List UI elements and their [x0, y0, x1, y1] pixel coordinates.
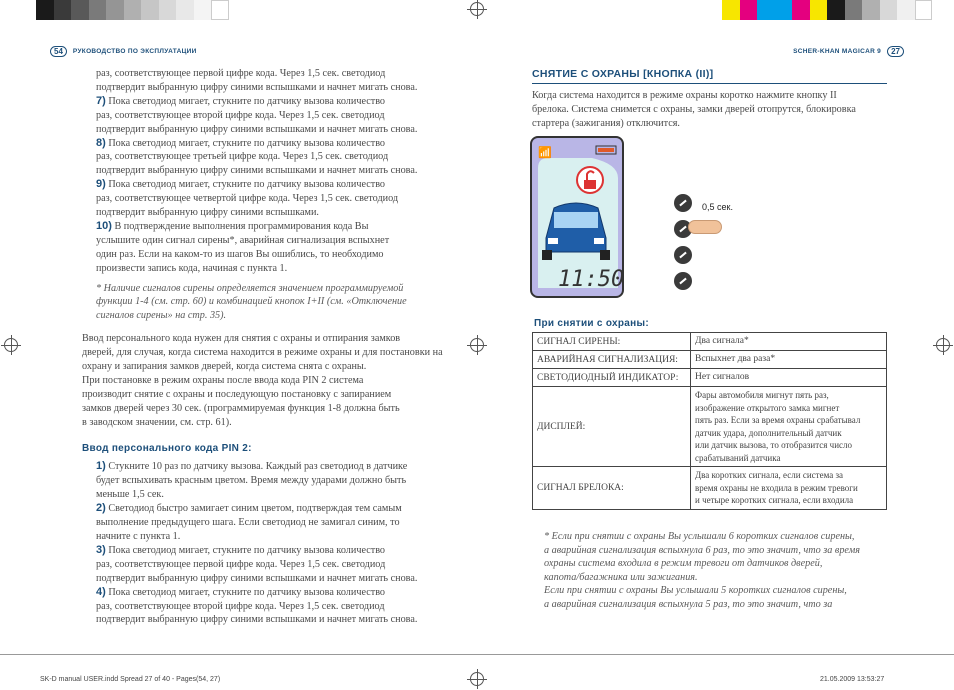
step-number: 1): [96, 460, 106, 473]
step-text: меньше 1,5 сек.: [96, 489, 164, 501]
step-item: [82, 586, 452, 628]
table-value-line: Два сигнала*: [695, 336, 749, 346]
step-text: Пока светодиод мигает, стукните по датчику вызова количество: [108, 179, 386, 191]
step-number: 3): [96, 543, 106, 556]
disarm-footnotes: [534, 530, 889, 611]
step-text: услышите один сигнал сирены*, аварийная сигнализация вспыхнет: [96, 234, 390, 246]
step-item: [82, 178, 452, 220]
clock-digits: [558, 267, 622, 292]
step-number: 2): [96, 502, 106, 515]
step-text: Пока светодиод мигает, стукните по датчику вызова количество: [108, 137, 386, 149]
step-text: начните с пункта 1.: [96, 530, 181, 542]
color-swatch: [880, 0, 898, 20]
note-line: а аварийная сигнализация вспыхнула 5 раз, то это значит, что за: [544, 598, 833, 610]
table-value-cell: [691, 369, 887, 387]
step-text: В подтверждение выполнения программирования кода Вы: [114, 220, 369, 232]
table-label-cell: СИГНАЛ СИРЕНЫ:: [533, 333, 691, 351]
color-swatch: [792, 0, 810, 20]
step-item: [82, 137, 452, 179]
color-swatch: [211, 0, 229, 20]
right-page-body: [532, 68, 892, 131]
finger-press-icon: [688, 220, 722, 234]
color-swatch: [845, 0, 863, 20]
step-text: Пока светодиод мигает, стукните по датчику вызова количество: [108, 586, 386, 598]
table-value-line: пять раз. Если за время охраны срабатывал: [695, 415, 861, 425]
step-text: раз, соответствующее второй цифре кода. Через 1,5 сек. светодиод: [96, 109, 385, 121]
step-item: [82, 95, 452, 137]
pin2-intro: [82, 332, 452, 429]
table-label-cell: СИГНАЛ БРЕЛОКА:: [533, 467, 691, 510]
intro-line: брелока. Система снимется с охраны, замки дверей отопрутся, блокировка: [532, 103, 856, 115]
registration-mark-icon: [470, 672, 484, 686]
color-swatch: [897, 0, 915, 20]
step-text: Светодиод быстро замигает синим цветом, подтверждая тем самым: [108, 503, 402, 515]
table-value-cell: [691, 387, 887, 467]
step-text: произвести запись кода, начиная с пункта 1.: [96, 262, 288, 274]
color-swatch: [124, 0, 142, 20]
disarm-section-title: СНЯТИЕ С ОХРАНЫ [КНОПКА (II)]: [532, 68, 714, 80]
intro-line: производит снятие с охраны и последующую постановку с запиранием: [82, 388, 392, 400]
steps-bottom-list: [82, 460, 452, 627]
table-value-line: время охраны не входила в режим тревоги: [695, 482, 858, 493]
step-text: Пока светодиод мигает, стукните по датчику вызова количество: [108, 95, 386, 107]
step-text: Стукните 10 раз по датчику вызова. Каждый раз светодиод в датчике: [108, 461, 408, 473]
color-swatch: [71, 0, 89, 20]
left-page-header: [50, 46, 197, 57]
remote-display: [530, 136, 624, 298]
note-line: охраны система входила в режим тревоги от датчиков дверей,: [544, 558, 823, 569]
intro-line: дверей, для случая, когда система находится в режиме охраны и для постановки на: [82, 347, 443, 358]
registration-mark-icon: [470, 2, 484, 16]
step-text: раз, соответствующее первой цифре кода. Через 1,5 сек. светодиод: [96, 68, 386, 79]
step-number: 10): [96, 219, 112, 232]
footer-timestamp: 21.05.2009 13:53:27: [820, 676, 885, 683]
remote-buttons: [666, 190, 756, 300]
note-line: * Наличие сигналов сирены определяется значением программируемой: [96, 282, 404, 294]
table-row: [533, 351, 887, 369]
table-value-line: и четыре коротких сигнала, если входила: [695, 495, 854, 505]
step-item: [82, 544, 452, 586]
intro-line: Ввод персонального кода нужен для снятия с охраны и отпирания замков: [82, 333, 401, 345]
intro-line: замков дверей через 30 сек. (программируемая функция 1-8 должна быть: [82, 402, 400, 414]
registration-mark-icon: [936, 338, 950, 352]
table-value-line: Нет сигналов: [695, 372, 750, 382]
disarm-signals-table: [532, 332, 887, 510]
color-swatch: [106, 0, 124, 20]
table-label-cell: ДИСПЛЕЙ:: [533, 387, 691, 467]
left-page-number: 54: [50, 46, 67, 57]
svg-text:📶: 📶: [538, 146, 552, 159]
note-line: функции 1-4 (см. стр. 60) и комбинацией кнопок I+II (см. «Отключение: [96, 296, 407, 308]
step-item: [82, 220, 452, 276]
slug-divider: [0, 654, 954, 655]
table-value-cell: [691, 467, 887, 510]
table-value-line: Вспыхнет два раза*: [695, 354, 776, 364]
footer-file-info: SK-D manual USER.indd Spread 27 of 40 - Pages(54, 27): [40, 676, 221, 683]
step-text: раз, соответствующее четвертой цифре кода. Через 1,5 сек. светодиод: [96, 193, 399, 205]
note-line: Если при снятии с охраны Вы услышали 5 коротких сигналов сирены,: [544, 585, 847, 596]
table-value-cell: [691, 351, 887, 369]
table-row: [533, 369, 887, 387]
open-lock-icon: [577, 167, 603, 193]
step-text: подтвердит выбранную цифру синими вспышками и начнет мигать снова.: [96, 81, 418, 93]
intro-line: охрану и запирания замков дверей, когда система снята с охраны.: [82, 360, 367, 372]
color-swatch: [722, 0, 740, 20]
color-swatch: [54, 0, 72, 20]
antenna-icon: [538, 146, 552, 159]
step-number: 7): [96, 94, 106, 107]
step-text: раз, соответствующее третьей цифре кода. Через 1,5 сек. светодиод: [96, 151, 389, 163]
color-swatch: [141, 0, 159, 20]
step-text: будет вспыхивать красным цветом. Время между ударами должно быть: [96, 475, 407, 487]
remote-button-iv[interactable]: [674, 272, 692, 290]
press-duration-label: 0,5 сек.: [702, 202, 733, 212]
table-value-line: Фары автомобиля мигнут пять раз,: [695, 390, 829, 400]
note-line: * Если при снятии с охраны Вы услышали 6 коротких сигналов сирены,: [544, 531, 855, 542]
registration-mark-icon: [4, 338, 18, 352]
color-swatch: [36, 0, 54, 20]
step-number: 4): [96, 585, 106, 598]
display-time: 11:50: [558, 267, 622, 292]
step-text: раз, соответствующее первой цифре кода. Через 1,5 сек. светодиод: [96, 558, 386, 570]
step-item: [82, 502, 452, 544]
pin2-section-title: Ввод персонального кода PIN 2:: [82, 443, 252, 455]
intro-line: При постановке в режим охраны после ввода кода PIN 2 система: [82, 374, 364, 386]
color-swatch: [862, 0, 880, 20]
step-number: 8): [96, 136, 106, 149]
table-label-cell: АВАРИЙНАЯ СИГНАЛИЗАЦИЯ:: [533, 351, 691, 369]
color-swatch: [810, 0, 828, 20]
registration-mark-icon: [470, 338, 484, 352]
section-divider: [532, 83, 887, 84]
intro-line: Когда система находится в режиме охраны коротко нажмите кнопку II: [532, 90, 837, 101]
table-title: При снятии с охраны:: [534, 318, 649, 329]
color-swatch: [915, 0, 933, 20]
color-swatch: [757, 0, 775, 20]
lcd-illustration: [532, 138, 622, 296]
step-text: подтвердит выбранную цифру синими вспышками и начнет мигать снова.: [96, 614, 418, 626]
step-item: [82, 460, 452, 502]
remote-button-i[interactable]: [674, 194, 692, 212]
step-text: подтвердит выбранную цифру синими вспышками и начнет мигать снова.: [96, 165, 418, 177]
table-row: [533, 333, 887, 351]
left-header-title: РУКОВОДСТВО ПО ЭКСПЛУАТАЦИИ: [72, 48, 197, 55]
right-header-title: SCHER-KHAN MAGICAR 9: [793, 48, 882, 55]
step-text: подтвердит выбранную цифру синими вспышками.: [96, 207, 319, 219]
step-text: подтвердит выбранную цифру синими вспышками и начнет мигать снова.: [96, 123, 418, 135]
right-page-number: 27: [887, 46, 904, 57]
table-value-line: срабатываний датчика: [695, 452, 781, 463]
remote-button-iii[interactable]: [674, 246, 692, 264]
battery-icon: [596, 146, 616, 154]
table-row: [533, 387, 887, 467]
table-value-line: изображение открытого замка мигнет: [695, 402, 840, 413]
intro-line: стартера (зажигания) отключится.: [532, 117, 680, 129]
step-text: подтвердит выбранную цифру синими вспышками и начнет мигать снова.: [96, 572, 418, 584]
table-value-line: Два коротких сигнала, если система за: [695, 470, 843, 480]
step-item: [82, 67, 452, 95]
step-text: раз, соответствующее второй цифре кода. Через 1,5 сек. светодиод: [96, 600, 385, 612]
left-page-body: [82, 67, 452, 627]
step-text: Пока светодиод мигает, стукните по датчику вызова количество: [108, 544, 386, 556]
step-number: 9): [96, 178, 106, 191]
color-swatch: [176, 0, 194, 20]
right-page-header: [793, 46, 904, 57]
step-text: выполнение предыдущего шага. Если светодиод не замигал синим, то: [96, 517, 400, 529]
note-line: капота/багажника или зажигания.: [544, 571, 698, 583]
color-swatch: [89, 0, 107, 20]
disarm-intro: [532, 89, 892, 131]
steps-top-list: [82, 67, 452, 276]
table-value-line: датчик удара, дополнительный датчик: [695, 427, 842, 438]
color-swatch: [740, 0, 758, 20]
table-label-cell: СВЕТОДИОДНЫЙ ИНДИКАТОР:: [533, 369, 691, 387]
color-swatch: [827, 0, 845, 20]
siren-footnote: [82, 282, 452, 323]
table-value-cell: [691, 333, 887, 351]
color-swatch: [159, 0, 177, 20]
color-swatch: [194, 0, 212, 20]
note-line: а аварийная сигнализация вспыхнула 6 раз, то это значит, что за время: [544, 544, 860, 556]
table-value-line: или датчик вызова, то отобразится число: [695, 440, 852, 450]
step-text: один раз. Если на каком-то из шагов Вы ошиблись, то необходимо: [96, 248, 384, 260]
table-row: [533, 467, 887, 510]
color-swatch: [775, 0, 793, 20]
intro-line: в заводском значении, см. стр. 61).: [82, 416, 232, 428]
note-line: сигналов сирены» на стр. 35).: [96, 309, 227, 321]
